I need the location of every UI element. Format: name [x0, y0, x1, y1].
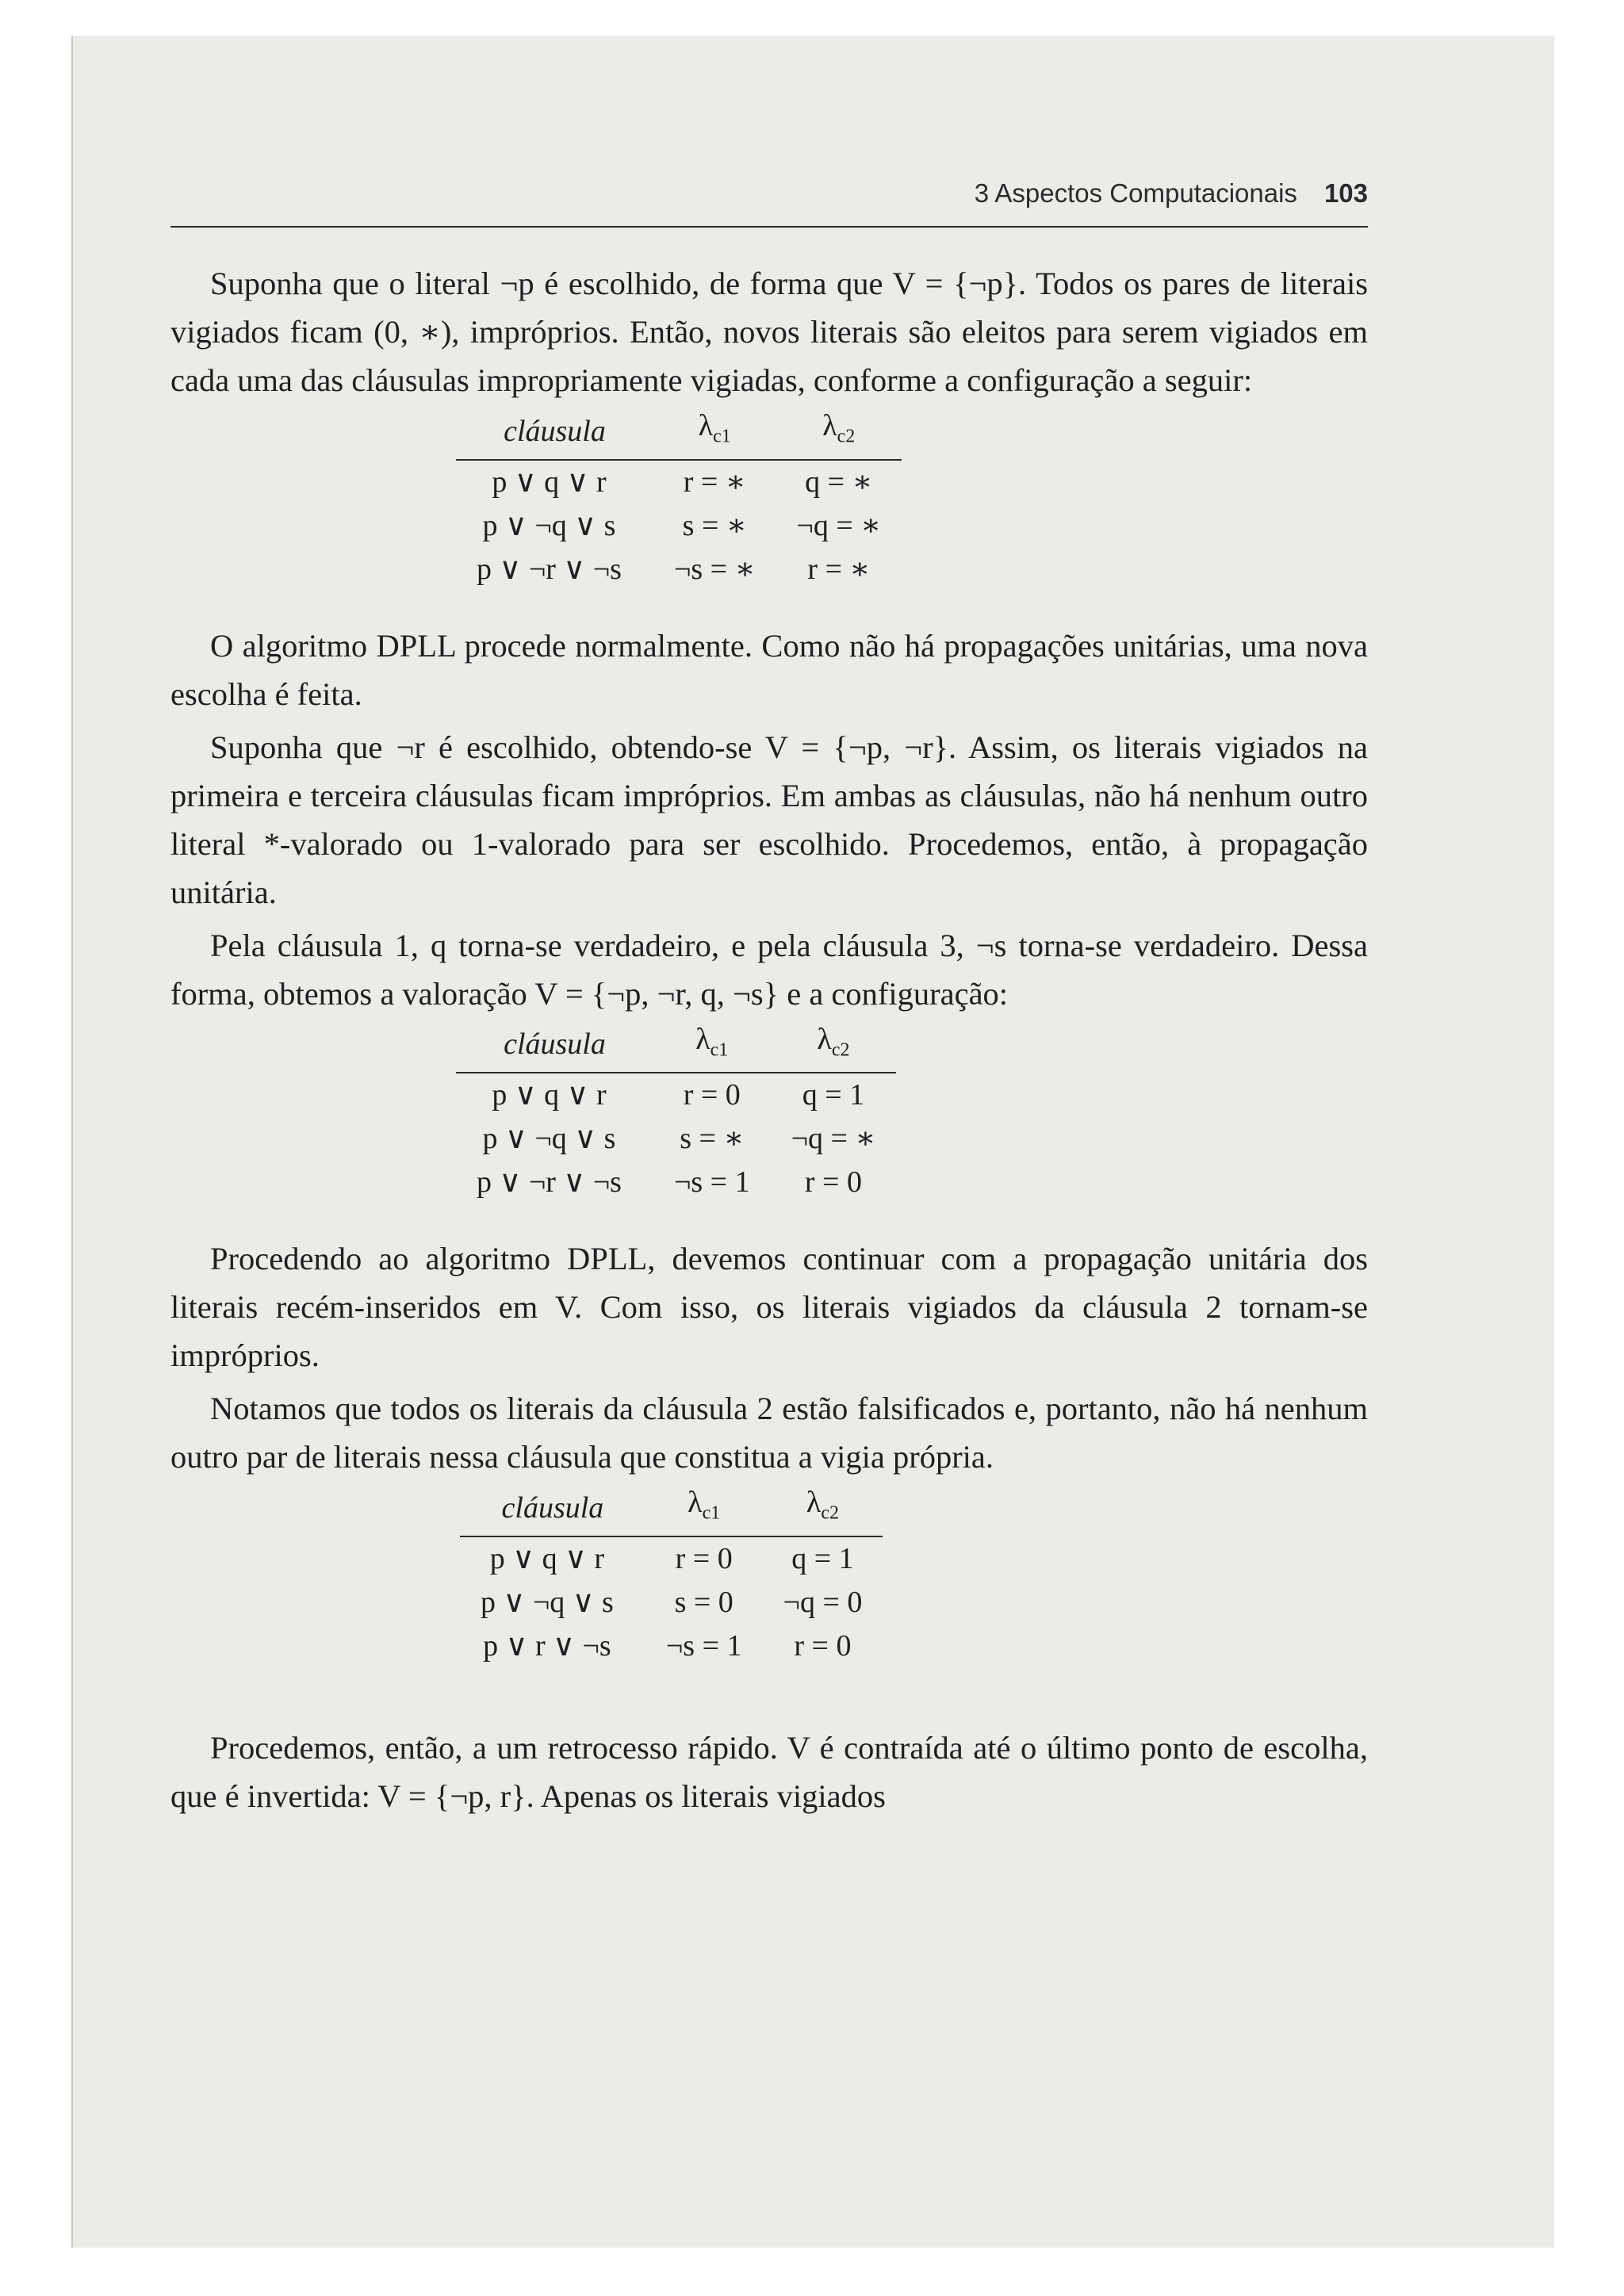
- configuration-table-wrapper: [456, 1018, 1368, 1205]
- watch2-cell: ¬q = 0: [783, 1585, 863, 1619]
- clause-cell: p ∨ ¬q ∨ s: [482, 508, 616, 542]
- watch1-cell: r = ∗: [683, 465, 746, 499]
- table-header-row: [456, 404, 902, 460]
- configuration-table-wrapper: [456, 404, 1368, 591]
- table-row: [460, 1624, 883, 1668]
- clause-cell: p ∨ ¬q ∨ s: [482, 1122, 616, 1156]
- watch2-cell: ¬q = ∗: [796, 508, 882, 542]
- watch2-cell: q = 1: [802, 1078, 865, 1112]
- page-number: 103: [1323, 178, 1368, 208]
- header-lambda-c2: $\lambda_{c2}$: [776, 404, 902, 460]
- table-row: [456, 1117, 896, 1161]
- paragraph: Notamos que todos os literais da cláusula 2 estão falsificados e, portanto, não há nenhum outro par de literais nessa cláusula que constitua a vigia própria.: [170, 1391, 1368, 1475]
- clause-cell: p ∨ ¬q ∨ s: [481, 1585, 614, 1619]
- clause-cell: p ∨ q ∨ r: [489, 1541, 605, 1575]
- configuration-table: [456, 404, 902, 591]
- watch1-cell: ¬s = ∗: [673, 552, 756, 586]
- configuration-table-wrapper: [460, 1481, 1368, 1668]
- watch1-cell: s = ∗: [680, 1122, 745, 1156]
- chapter-title: 3 Aspectos Computacionais: [974, 178, 1297, 208]
- running-header: [170, 170, 1368, 228]
- watch2-cell: ¬q = ∗: [791, 1122, 876, 1156]
- table-row: [460, 1581, 883, 1624]
- page-content: [170, 170, 1368, 1820]
- header-clause: cláusula: [456, 404, 653, 460]
- table-row: [460, 1536, 883, 1581]
- watch2-cell: q = ∗: [805, 465, 873, 499]
- table-header-row: [456, 1018, 896, 1073]
- table-row: [456, 504, 902, 548]
- table-row: [456, 548, 902, 591]
- clause-cell: p ∨ ¬r ∨ ¬s: [477, 552, 622, 586]
- watch1-cell: ¬s = 1: [673, 1165, 750, 1200]
- configuration-table: [460, 1481, 883, 1668]
- paragraph: Suponha que ¬r é escolhido, obtendo-se V = {¬p, ¬r}. Assim, os literais vigiados na primeira e terceira cláusulas ficam impróprios. Em ambas as cláusulas, não há nenhum outro literal *-valorado ou 1-valorado para ser escolhido. Procedemos, então, à propagação unitária.: [170, 729, 1368, 910]
- header-lambda-c1: $\lambda_{c1}$: [645, 1481, 763, 1536]
- paragraph: Suponha que o literal ¬p é escolhido, de forma que V = {¬p}. Todos os pares de literais vigiados ficam (0, ∗), impróprios. Então, novos literais são eleitos para serem vigiados em cada uma das cláusulas impropriamente vigiadas, conforme a configuração a seguir:: [170, 266, 1368, 398]
- watch1-cell: s = ∗: [682, 508, 747, 542]
- watch1-cell: ¬s = 1: [665, 1628, 742, 1663]
- header-clause: cláusula: [456, 1018, 653, 1073]
- clause-cell: p ∨ r ∨ ¬s: [483, 1628, 611, 1663]
- configuration-table: [456, 1018, 896, 1205]
- header-lambda-c2: $\lambda_{c2}$: [763, 1481, 883, 1536]
- watch2-cell: r = 0: [804, 1165, 862, 1200]
- table-row: [456, 1161, 896, 1204]
- header-lambda-c1: $\lambda_{c1}$: [653, 1018, 771, 1073]
- watch2-cell: r = 0: [794, 1628, 852, 1663]
- paragraph: Procedemos, então, a um retrocesso rápido. V é contraída até o último ponto de escolha, que é invertida: V = {¬p, r}. Apenas os literais vigiados: [170, 1729, 1368, 1814]
- clause-cell: p ∨ q ∨ r: [492, 465, 607, 499]
- paragraph: O algoritmo DPLL procede normalmente. Como não há propagações unitárias, uma nova escolha é feita.: [170, 627, 1368, 712]
- table-header-row: [460, 1481, 883, 1536]
- paragraph: Pela cláusula 1, q torna-se verdadeiro, e pela cláusula 3, ¬s torna-se verdadeiro. Dessa forma, obtemos a valoração V = {¬p, ¬r, q, ¬s} e a configuração:: [170, 927, 1368, 1012]
- table-row: [456, 1073, 896, 1117]
- clause-cell: p ∨ q ∨ r: [492, 1078, 607, 1112]
- watch2-cell: r = ∗: [807, 552, 871, 586]
- book-page: [71, 36, 1554, 2248]
- watch2-cell: q = 1: [791, 1541, 854, 1575]
- clause-cell: p ∨ ¬r ∨ ¬s: [477, 1165, 622, 1200]
- watch1-cell: s = 0: [674, 1585, 733, 1619]
- watch1-cell: r = 0: [683, 1078, 741, 1112]
- header-lambda-c2: $\lambda_{c2}$: [771, 1018, 897, 1073]
- header-lambda-c1: $\lambda_{c1}$: [653, 404, 776, 460]
- watch1-cell: r = 0: [675, 1541, 733, 1575]
- paragraph: Procedendo ao algoritmo DPLL, devemos continuar com a propagação unitária dos literais recém-inseridos em V. Com isso, os literais vigiados da cláusula 2 tornam-se impróprios.: [170, 1241, 1368, 1374]
- header-clause: cláusula: [460, 1481, 645, 1536]
- table-row: [456, 460, 902, 504]
